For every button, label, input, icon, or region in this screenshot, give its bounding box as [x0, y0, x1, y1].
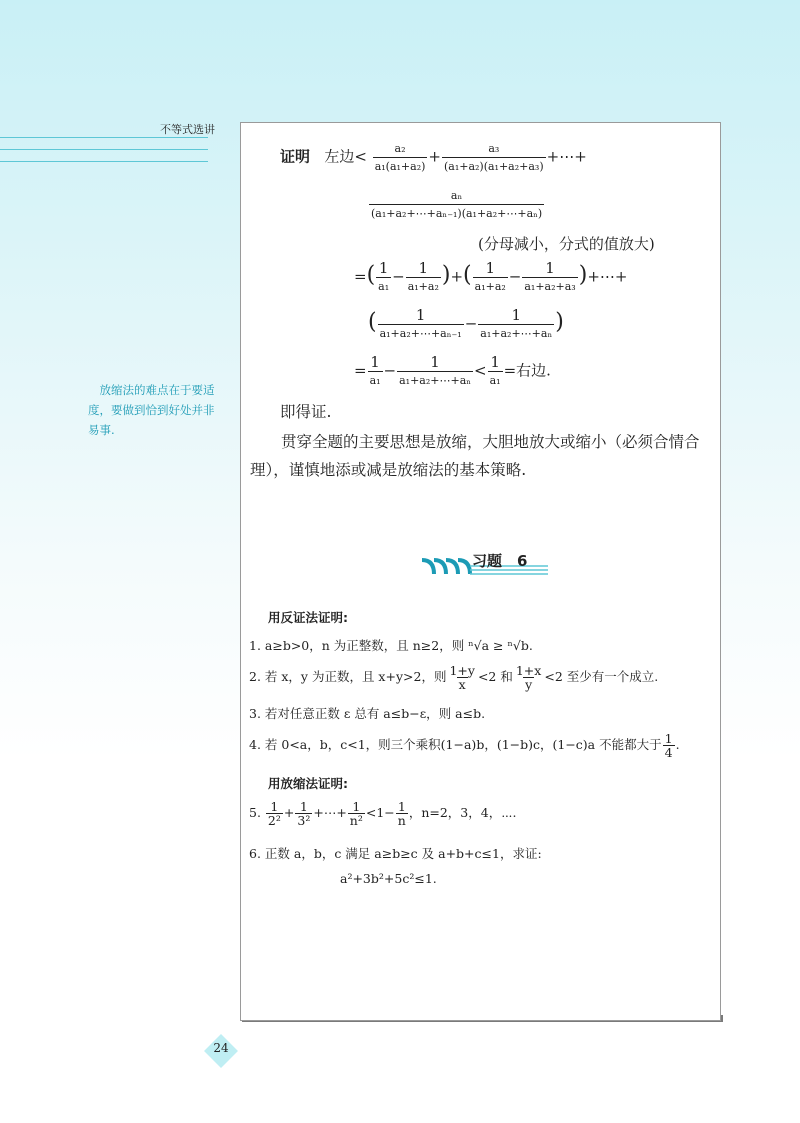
- exercise-4: 4. 若 0<a，b，c<1，则三个乘积(1−a)b，(1−b)c，(1−c)a 不能都大于 $\frac{1}{4}$ .: [249, 731, 680, 760]
- proof-line-2: [368, 187, 545, 222]
- exercise-title: 习题 6: [472, 552, 528, 570]
- fraction: $\frac{\text{a₂}}{\text{a₁(a₁+a₂)}}$: [374, 142, 426, 173]
- proof-line-1: 证明 左边< $\frac{\text{a₂}}{\text{a₁(a₁+a₂)}}$ + $\frac{\text{a₃}}{\text{(a₁+a₂)(a₁+a₂+a₃)}}$ +⋯+: [280, 142, 587, 173]
- fraction: $\frac{1}{4}$: [664, 731, 673, 760]
- header-rule: [0, 161, 208, 162]
- fraction: $\frac{1}{\text{3²}}$: [297, 799, 311, 828]
- fraction: $\frac{1}{n}$: [397, 799, 406, 828]
- fraction: $\frac{1}{\text{a₁+a₂}}$: [474, 259, 506, 293]
- exercise-6: 6. 正数 a，b，c 满足 a≥b≥c 及 a+b+c≤1，求证:: [249, 846, 542, 861]
- fraction: $\frac{1}{\text{a₁+a₂+⋯+aₙ}}$: [480, 306, 553, 340]
- proof-label: 证明: [280, 147, 311, 166]
- fraction: $\frac{1}{\text{2²}}$: [267, 799, 281, 828]
- exercise-2: 2. 若 x，y 为正数，且 x+y>2，则 $\frac{1+y}{x}$ <2 和 $\frac{1+x}{y}$ <2 至少有一个成立.: [249, 663, 659, 692]
- fraction: $\frac{1}{\text{n²}}$: [349, 799, 363, 828]
- fraction: $\frac{1}{\text{a₁+a₂+⋯+aₙ₋₁}}$: [379, 306, 462, 340]
- exercise-1: 1. a≥b>0，n 为正整数，且 n≥2，则 ⁿ√a ≥ ⁿ√b.: [249, 638, 533, 653]
- fraction: $\frac{1}{\text{a₁+a₂+⋯+aₙ}}$: [399, 353, 472, 387]
- proof-line-3: =( $\frac{1}{\text{a₁}}$ − $\frac{1}{\text{a₁+a₂}}$ )+( $\frac{1}{\text{a₁+a₂}}$ − $\frac{1}{\text{a₁+a₂+a₃}}$ )+⋯+: [354, 259, 628, 293]
- proof-lhs: 左边<: [324, 147, 367, 166]
- fraction: $\frac{\text{aₙ}}{\text{(a₁+a₂+⋯+aₙ₋₁)(a₁+a₂+⋯+aₙ)}}$: [371, 189, 543, 220]
- fraction: $\frac{1}{\text{a₁}}$: [489, 353, 501, 387]
- fraction: $\frac{1+y}{x}$: [449, 663, 475, 692]
- fraction: $\frac{1+x}{y}$: [515, 663, 542, 692]
- running-header: 不等式选讲: [160, 123, 215, 136]
- fraction: $\frac{1}{\text{a₁+a₂}}$: [407, 259, 439, 293]
- fraction: $\frac{1}{\text{a₁}}$: [369, 353, 381, 387]
- fraction: $\frac{1}{\text{a₁+a₂+a₃}}$: [524, 259, 576, 293]
- exercise-5: 5. $\frac{1}{\text{2²}}$ + $\frac{1}{\text{3²}}$ +⋯+ $\frac{1}{\text{n²}}$ <1− $\frac{1}{n}$ ，n=2，3，4，⋯.: [249, 799, 517, 828]
- section-heading: 用放缩法证明:: [268, 776, 348, 791]
- margin-note: 放缩法的难点在于要适度，要做到恰到好处并非易事.: [88, 383, 215, 437]
- proof-annotation: (分母减小，分式的值放大): [478, 235, 655, 253]
- exercise-3: 3. 若对任意正数 ε 总有 a≤b−ε，则 a≤b.: [249, 706, 486, 721]
- fraction: $\frac{\text{a₃}}{\text{(a₁+a₂)(a₁+a₂+a₃)}}$: [443, 142, 544, 173]
- page-number: 24: [213, 1041, 229, 1055]
- section-heading: 用反证法证明:: [268, 610, 348, 625]
- proof-line-5: = $\frac{1}{\text{a₁}}$ − $\frac{1}{\text{a₁+a₂+⋯+aₙ}}$ < $\frac{1}{\text{a₁}}$ =右边.: [354, 353, 551, 387]
- header-rule: [0, 137, 208, 138]
- proof-line-4: ( $\frac{1}{\text{a₁+a₂+⋯+aₙ₋₁}}$ − $\frac{1}{\text{a₁+a₂+⋯+aₙ}}$ ): [368, 306, 564, 340]
- exercise-6-inequality: a²+3b²+5c²≤1.: [340, 871, 437, 886]
- proof-conclusion: 即得证.: [280, 403, 332, 421]
- header-rule: [0, 149, 208, 150]
- fraction: $\frac{1}{\text{a₁}}$: [378, 259, 390, 293]
- summary-paragraph: 贯穿全题的主要思想是放缩，大胆地放大或缩小（必须合情合理），谨慎地添或减是放缩法的基本策略.: [250, 433, 700, 479]
